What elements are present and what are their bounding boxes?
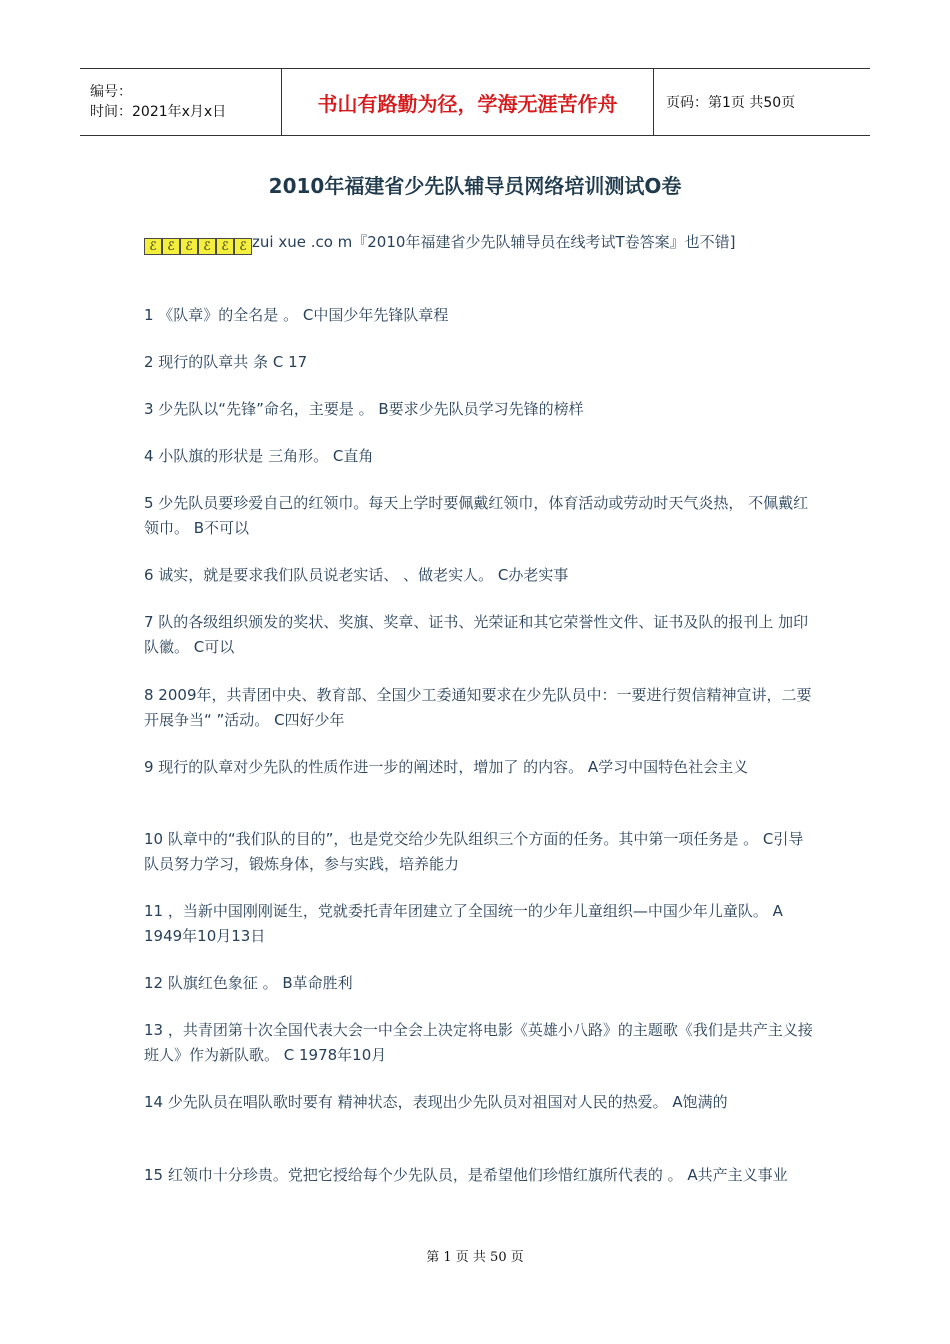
- broken-char-icon: ℰ: [198, 238, 216, 255]
- question-item: 12 队旗红色象征 。 B革命胜利: [144, 974, 353, 992]
- header-motto: 书山有路勤为径，学海无涯苦作舟: [281, 69, 654, 135]
- question-item: 8 2009年，共青团中央、教育部、全国少工委通知要求在少先队员中：一要进行贺信精神宣讲，二要开展争当“ ”活动。 C四好少年: [144, 686, 812, 729]
- question-item: 11 ，当新中国刚刚诞生，党就委托青年团建立了全国统一的少年儿童组织—中国少年儿童队。 A 1949年10月13日: [144, 902, 783, 945]
- broken-char-icon: ℰ: [162, 238, 180, 255]
- question-item: 6 诚实，就是要求我们队员说老实话、 、做老实人。 C办老实事: [144, 566, 569, 584]
- question-item: 14 少先队员在唱队歌时要有 精神状态，表现出少先队员对祖国对人民的热爱。 A饱满的: [144, 1093, 728, 1111]
- document-date-label: 时间：2021年x月x日: [90, 104, 227, 120]
- header-meta: [80, 69, 281, 135]
- question-item: 7 队的各级组织颁发的奖状、奖旗、奖章、证书、光荣证和其它荣誉性文件、证书及队的报刊上 加印队徽。 C可以: [144, 613, 809, 656]
- intro-paragraph: [144, 230, 814, 255]
- question-item: 15 红领巾十分珍贵。党把它授给每个少先队员，是希望他们珍惜红旗所代表的 。 A共产主义事业: [144, 1166, 788, 1184]
- page-header: [80, 68, 870, 136]
- broken-char-icon: ℰ: [216, 238, 234, 255]
- question-item: 2 现行的队章共 条 C 17: [144, 353, 308, 371]
- question-item: 1 《队章》的全名是 。 C中国少年先锋队章程: [144, 306, 449, 324]
- broken-char-icon: ℰ: [144, 238, 162, 255]
- broken-char-icon: ℰ: [234, 238, 252, 255]
- question-item: 13 ，共青团第十次全国代表大会一中全会上决定将电影《英雄小八路》的主题歌《我们是共产主义接班人》作为新队歌。 C 1978年10月: [144, 1021, 813, 1064]
- question-item: 5 少先队员要珍爱自己的红领巾。每天上学时要佩戴红领巾，体育活动或劳动时天气炎热， 不佩戴红领巾。 B不可以: [144, 494, 809, 537]
- broken-char-icon: ℰ: [180, 238, 198, 255]
- page-footer: 第 1 页 共 50 页: [426, 1250, 524, 1265]
- question-item: 3 少先队以“先锋”命名，主要是 。 B要求少先队员学习先锋的榜样: [144, 400, 584, 418]
- document-title: 2010年福建省少先队辅导员网络培训测试O卷: [268, 174, 682, 198]
- question-item: 10 队章中的“我们队的目的”，也是党交给少先队组织三个方面的任务。其中第一项任务是 。 C引导队员努力学习，锻炼身体，参与实践，培养能力: [144, 830, 804, 873]
- broken-glyph-row: [144, 238, 252, 255]
- document-number-label: 编号：: [90, 84, 132, 100]
- intro-text: zui xue .co m『2010年福建省少先队辅导员在线考试T卷答案』也不错]: [252, 233, 736, 251]
- question-item: 9 现行的队章对少先队的性质作进一步的阐述时，增加了 的内容。 A学习中国特色社会主义: [144, 758, 749, 776]
- header-page-info: 页码：第1页 共50页: [666, 95, 796, 111]
- question-item: 4 小队旗的形状是 三角形。 C直角: [144, 447, 374, 465]
